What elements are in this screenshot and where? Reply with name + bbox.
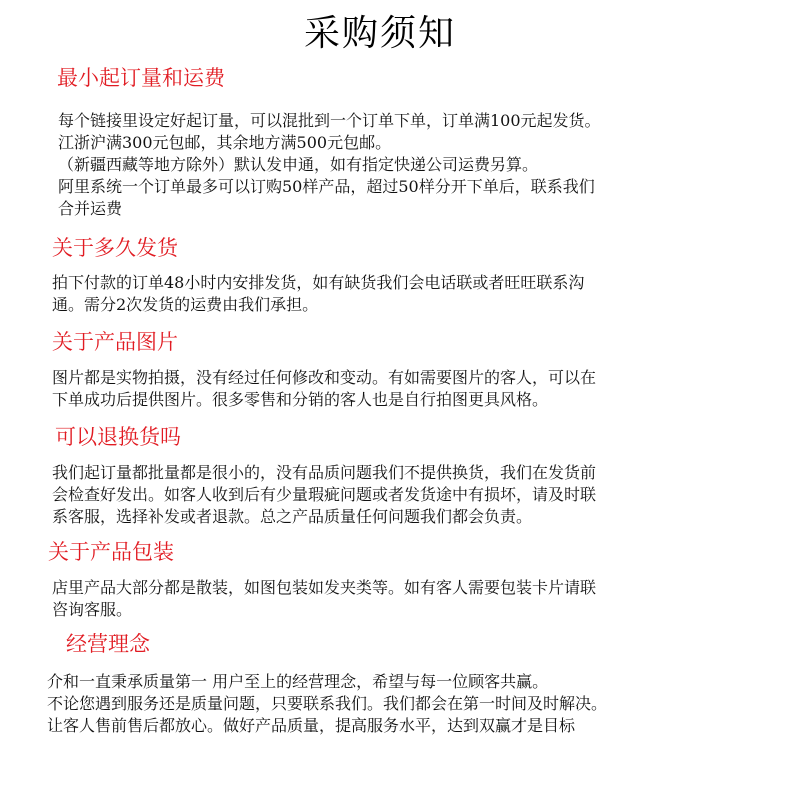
paragraph-line: 店里产品大部分都是散装，如图包装如发夹类等。如有客人需要包装卡片请联	[52, 578, 597, 597]
paragraph-line: 每个链接里设定好起订量，可以混批到一个订单下单，订单满100元起发货。	[58, 111, 601, 130]
section-body-philosophy	[47, 671, 787, 737]
paragraph-line: 江浙沪满300元包邮，其余地方满500元包邮。	[58, 133, 392, 152]
paragraph-line: 拍下付款的订单48小时内安排发货，如有缺货我们会电话联或者旺旺联系沟	[52, 273, 585, 292]
section-heading-packaging: 关于产品包装	[48, 540, 174, 564]
paragraph-line: 合并运费	[58, 199, 123, 218]
paragraph-line: 我们起订量都批量都是很小的，没有品质问题我们不提供换货，我们在发货前	[52, 463, 597, 482]
section-heading-product-images: 关于产品图片	[52, 330, 178, 354]
paragraph-line: （新疆西藏等地方除外）默认发申通，如有指定快递公司运费另算。	[58, 155, 539, 174]
section-body-packaging	[52, 577, 742, 621]
section-body-min-order	[58, 110, 748, 220]
paragraph-line: 通。需分2次发货的运费由我们承担。	[52, 295, 319, 314]
paragraph-line: 系客服，选择补发或者退款。总之产品质量任何问题我们都会负责。	[52, 507, 533, 526]
paragraph-line: 咨询客服。	[52, 600, 133, 619]
section-heading-min-order: 最小起订量和运费	[57, 66, 225, 90]
section-heading-philosophy: 经营理念	[66, 632, 150, 656]
paragraph-line: 让客人售前售后都放心。做好产品质量，提高服务水平，达到双赢才是目标	[47, 716, 576, 735]
paragraph-line: 会检查好发出。如客人收到后有少量瑕疵问题或者发货途中有损坏，请及时联	[52, 485, 597, 504]
page-title: 采购须知	[303, 13, 456, 54]
paragraph-line: 不论您遇到服务还是质量问题，只要联系我们。我们都会在第一时间及时解决。	[47, 694, 608, 713]
section-body-product-images	[52, 367, 742, 411]
section-heading-returns: 可以退换货吗	[55, 425, 181, 449]
section-body-shipping-time	[52, 272, 742, 316]
paragraph-line: 下单成功后提供图片。很多零售和分销的客人也是自行拍图更具风格。	[52, 390, 549, 409]
paragraph-line: 介和一直秉承质量第一 用户至上的经营理念，希望与每一位顾客共赢。	[47, 672, 549, 691]
paragraph-line: 图片都是实物拍摄，没有经过任何修改和变动。有如需要图片的客人，可以在	[52, 368, 597, 387]
paragraph-line: 阿里系统一个订单最多可以订购50样产品，超过50样分开下单后，联系我们	[58, 177, 595, 196]
section-heading-shipping-time: 关于多久发货	[52, 236, 178, 260]
section-body-returns	[52, 462, 742, 528]
